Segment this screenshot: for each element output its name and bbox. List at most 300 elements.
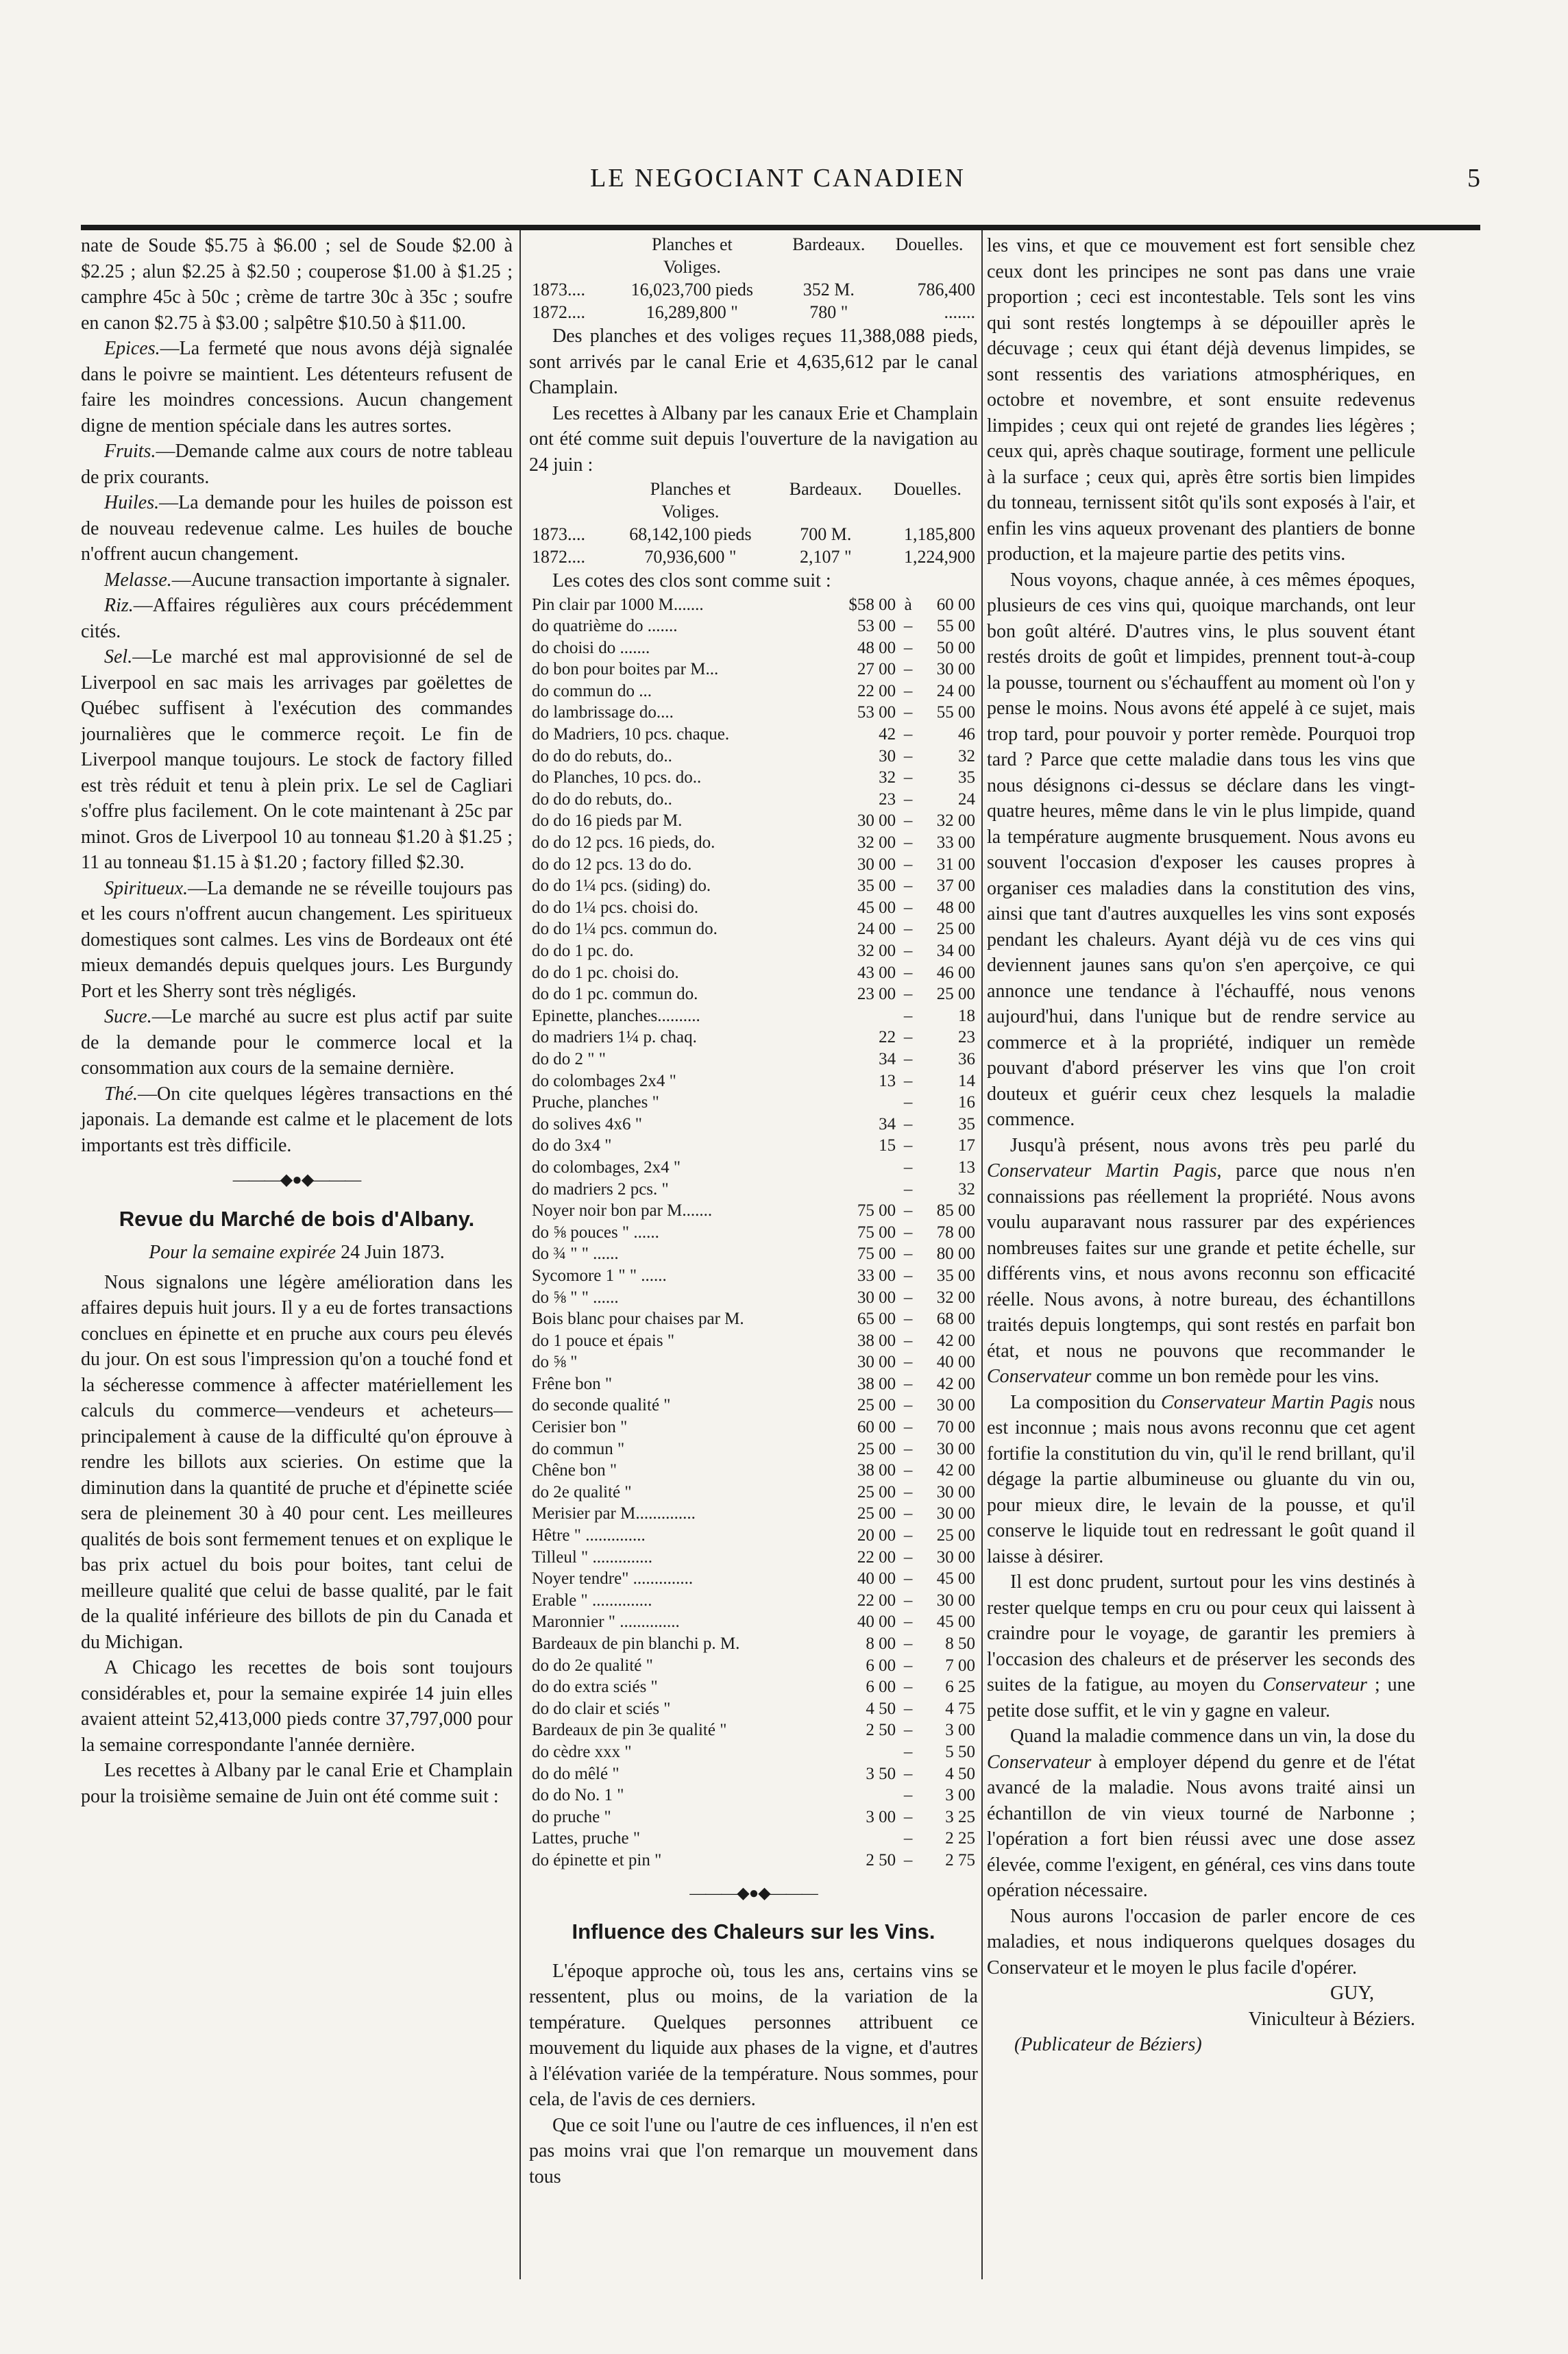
table-cell: 1,224,900 xyxy=(904,547,975,567)
table-header-cell: Voliges. xyxy=(661,502,720,522)
table-row xyxy=(529,1828,978,1850)
table-row xyxy=(529,1611,978,1633)
table-row xyxy=(529,1655,978,1677)
rubric-label: Fruits. xyxy=(104,441,156,462)
table-header-row xyxy=(529,478,978,500)
table-cell: 16 xyxy=(958,1093,975,1112)
table-row xyxy=(529,1568,978,1590)
table-cell: 32 00 xyxy=(857,833,896,853)
table-cell: 14 xyxy=(958,1071,975,1090)
table-cell: Sycomore 1 " " ...... xyxy=(532,1266,667,1285)
subtitle-italic: Pour la semaine expirée xyxy=(149,1242,336,1263)
table-cell: do do clair et sciés " xyxy=(532,1699,671,1718)
table-row xyxy=(529,1092,978,1114)
table-row xyxy=(529,1070,978,1092)
table-cell: – xyxy=(903,725,913,744)
table-cell: – xyxy=(903,1396,913,1415)
rubric-label: Sel. xyxy=(104,646,133,667)
table-cell: 27 00 xyxy=(857,660,896,679)
table-cell: – xyxy=(903,617,913,636)
table-cell: 13 xyxy=(879,1071,896,1090)
journal-title: LE NEGOCIANT CANADIEN xyxy=(590,164,966,193)
table-cell: – xyxy=(903,789,913,809)
table-cell: 23 xyxy=(958,1028,975,1047)
table-cell: 30 00 xyxy=(857,1353,896,1372)
table-cell: 33 00 xyxy=(857,1266,896,1285)
table-cell: 24 00 xyxy=(936,681,975,700)
table-cell: do choisi do ....... xyxy=(532,638,650,657)
ornament-divider: ———◆●◆——— xyxy=(689,1884,818,1902)
table-cell: – xyxy=(903,1613,913,1632)
table-cell: 35 00 xyxy=(857,876,896,896)
table-cell: 22 00 xyxy=(857,1547,896,1567)
table-cell: – xyxy=(903,768,913,787)
paragraph-riz xyxy=(81,593,513,644)
table-cell: 16,023,700 pieds xyxy=(630,280,754,299)
table-cell: 30 00 xyxy=(936,1396,975,1415)
table-cell: 40 00 xyxy=(936,1353,975,1372)
table-cell: 34 00 xyxy=(936,942,975,960)
table-cell: do do 2e qualité " xyxy=(532,1656,653,1675)
table-cell: Noyer noir bon par M....... xyxy=(532,1201,713,1221)
paragraph xyxy=(987,1569,1415,1724)
table-cell: 8 50 xyxy=(945,1634,975,1653)
text-run: La composition du xyxy=(1010,1391,1156,1413)
table-row xyxy=(529,1785,978,1806)
table-row xyxy=(529,1503,978,1525)
table-cell: do do do rebuts, do.. xyxy=(532,789,672,809)
signature-publication: (Publicateur de Béziers) xyxy=(1014,2034,1202,2055)
table-row xyxy=(529,1200,978,1222)
table-row xyxy=(529,1460,978,1482)
table-cell: do do 1 pc. do. xyxy=(532,942,634,960)
table-cell: – xyxy=(903,681,913,700)
table-cell: – xyxy=(903,1591,913,1610)
table-cell: – xyxy=(903,1310,913,1329)
table-cell: do madriers 1¼ p. chaq. xyxy=(532,1028,697,1047)
table-cell: do do 12 pcs. 16 pieds, do. xyxy=(532,833,715,853)
table-cell: Noyer tendre" .............. xyxy=(532,1569,694,1589)
table-cell: 80 00 xyxy=(936,1245,975,1264)
table-cell: Bois blanc pour chaises par M. xyxy=(532,1310,744,1329)
table-cell: – xyxy=(903,1742,913,1761)
table-row xyxy=(529,1243,978,1265)
paragraph: Les recettes à Albany par le canal Erie et Champlain pour la troisième semaine de Juin ont été comme suit : xyxy=(81,1760,513,1807)
text-run: à employer dépend du genre et de l'état avancé de la maladie. Nous avons traité ainsi un échantillon de vin vieux tourné de Narbonne ; l'opération a fort bien réussi avec une dose assez élevée, comme l'exigent, en général, ces vins dans toute opération nécessaire. xyxy=(987,1751,1415,1901)
table-cell: 75 00 xyxy=(857,1223,896,1242)
table-cell: – xyxy=(903,1526,913,1545)
table-row xyxy=(529,1395,978,1417)
table-cell: do do 1¼ pcs. commun do. xyxy=(532,920,718,939)
table-cell: do colombages, 2x4 " xyxy=(532,1157,681,1177)
table-cell: 65 00 xyxy=(857,1310,896,1329)
table-cell: Chêne bon " xyxy=(532,1461,617,1480)
table-cell: à xyxy=(904,595,912,614)
column-divider xyxy=(519,230,521,2279)
table-cell: – xyxy=(903,1569,913,1589)
paragraph: L'époque approche où, tous les ans, certains vins se ressentent, plus ou moins, de la variation de la température. Quelques personnes attribuent ce mouvement du liquide aux phases de la vigne, et d'autres à l'élévation variée de la température. Nous sommes, pour cela, de l'avis de ces derniers. xyxy=(529,1960,978,2111)
text-run-italic: Conservateur xyxy=(987,1751,1092,1773)
table-cell: – xyxy=(903,1439,913,1458)
column-1 xyxy=(81,233,513,1809)
text-run-italic: Conservateur xyxy=(1262,1674,1367,1695)
rubric-text: —Affaires régulières aux cours précédemment cités. xyxy=(81,595,513,642)
section-subtitle xyxy=(81,1240,513,1266)
table-row xyxy=(529,1590,978,1612)
table-cell: 25 00 xyxy=(857,1396,896,1415)
table-cell: 34 xyxy=(879,1114,896,1133)
table-row xyxy=(529,962,978,984)
header-rule xyxy=(81,225,1480,230)
table-cell: Tilleul " .............. xyxy=(532,1547,652,1567)
table-row xyxy=(529,1547,978,1569)
table-header-cell: Voliges. xyxy=(663,257,721,277)
table-cell: 4 75 xyxy=(945,1699,975,1718)
table-row xyxy=(529,1222,978,1244)
table-cell: 68,142,100 pieds xyxy=(629,524,752,544)
paragraph-the xyxy=(81,1081,513,1159)
table-cell: – xyxy=(903,1266,913,1285)
table-cell: 31 00 xyxy=(936,855,975,874)
table-cell: do seconde qualité " xyxy=(532,1396,671,1415)
table-cell: – xyxy=(903,1547,913,1567)
paragraph-spiritueux xyxy=(81,876,513,1005)
table-cell: 786,400 xyxy=(917,280,975,299)
table-cell: 3 00 xyxy=(945,1786,975,1805)
table-cell: Epinette, planches.......... xyxy=(532,1006,700,1025)
table-cell: Cerisier bon " xyxy=(532,1418,628,1437)
rubric-label: Huiles. xyxy=(104,492,160,513)
table-row xyxy=(529,767,978,789)
receipts-table-season xyxy=(529,478,978,568)
section-title: Revue du Marché de bois d'Albany. xyxy=(119,1206,475,1231)
table-cell: 40 00 xyxy=(857,1569,896,1589)
column-3 xyxy=(987,233,1415,2058)
table-row xyxy=(529,545,978,568)
paragraph-sel xyxy=(81,644,513,876)
table-row xyxy=(529,1027,978,1049)
table-row xyxy=(529,746,978,768)
table-cell: 30 xyxy=(879,746,896,765)
table-cell: 6 25 xyxy=(945,1678,975,1697)
table-cell: do pruche " xyxy=(532,1807,611,1826)
table-cell: do épinette et pin " xyxy=(532,1850,662,1869)
table-cell: do ⅝ " " ...... xyxy=(532,1288,619,1307)
table-cell: 16,289,800 " xyxy=(646,302,738,322)
table-row xyxy=(529,983,978,1005)
table-row xyxy=(529,1351,978,1373)
table-cell: do cèdre xxx " xyxy=(532,1742,632,1761)
table-cell: 40 00 xyxy=(857,1613,896,1632)
table-cell: – xyxy=(903,1288,913,1307)
subtitle-date: 24 Juin 1873. xyxy=(341,1242,445,1263)
rubric-label: Riz. xyxy=(104,595,134,616)
table-cell: do do extra sciés " xyxy=(532,1678,658,1697)
table-row xyxy=(529,1806,978,1828)
table-cell: 2 50 xyxy=(866,1721,896,1740)
table-cell: 7 00 xyxy=(945,1656,975,1675)
table-cell xyxy=(826,1741,898,1763)
text-run-italic: Conservateur xyxy=(987,1366,1092,1387)
paragraph: Nous voyons, chaque année, à ces mêmes époques, plusieurs de ces vins qui, quoique marchands, ont leur bon goût altéré. D'autres vins, le plus souvent étant restés droits de goût et limpides, prennent tout-à-coup la pousse, tournent ou s'échauffent au moment où l'on y pense le moins. Nous avons été appelé à ce sujet, mais trop tard, pour pouvoir y porter remède. Pourquoi trop tard ? Parce que cette maladie dans tous les vins que nous désignons ci-dessus se déclare dans les vingt-quatre heures, même dans le vin le plus limpide, quand la température augmente brusquement. Nous avons eu souvent l'occasion d'exposer les causes propres à organiser ces maladies dans la constitution des vins, ainsi que tant d'autres auxquelles les vins sont exposés pendant les chaleurs. Ayant déjà vu de ces vins qui deviennent jaunes sans qu'on s'en aperçoive, ce qui annonce une tendance à l'échauffé, nous venons aujourd'hui, dans l'unique but de rendre service au commerce et à la propriété, indiquer un remède pouvant d'abord préserver les vins que l'on croit douteux et guérir ceux chez lesquels la maladie commence. xyxy=(987,569,1415,1130)
table-row xyxy=(529,1049,978,1070)
table-cell: do commun do ... xyxy=(532,681,652,700)
table-body xyxy=(529,523,978,568)
table-cell: 30 00 xyxy=(857,855,896,874)
table-cell: – xyxy=(903,1028,913,1047)
table-cell: 24 00 xyxy=(857,920,896,939)
table-cell: 38 00 xyxy=(857,1374,896,1393)
table-cell: do do 1¼ pcs. choisi do. xyxy=(532,898,699,917)
table-header-cell: Planches et xyxy=(650,479,731,499)
table-cell xyxy=(826,1005,898,1027)
table-cell: do do 2 " " xyxy=(532,1049,606,1068)
table-row xyxy=(529,918,978,940)
table-cell: 68 00 xyxy=(936,1310,975,1329)
table-header-row xyxy=(529,256,978,278)
table-cell: – xyxy=(903,898,913,917)
table-row xyxy=(529,724,978,746)
table-cell: – xyxy=(903,1223,913,1242)
table-cell: 46 xyxy=(958,725,975,744)
paragraph-huiles xyxy=(81,490,513,567)
table-cell xyxy=(826,1157,898,1179)
table-cell: do do 16 pieds par M. xyxy=(532,811,683,831)
table-cell: 55 00 xyxy=(936,703,975,722)
table-cell: Bardeaux de pin 3e qualité " xyxy=(532,1721,727,1740)
table-cell: 4 50 xyxy=(945,1764,975,1783)
table-cell: do Planches, 10 pcs. do.. xyxy=(532,768,702,787)
paragraph-melasse xyxy=(81,567,513,593)
table-cell: 42 00 xyxy=(936,1461,975,1480)
table-cell: – xyxy=(903,1461,913,1480)
table-cell: – xyxy=(903,1678,913,1697)
table-row xyxy=(529,523,978,545)
table-cell xyxy=(826,1785,898,1806)
page-header xyxy=(75,163,1480,204)
table-row xyxy=(529,875,978,897)
text-run: Quand la maladie commence dans un vin, la dose du xyxy=(1010,1726,1415,1747)
text-run: Il est donc prudent, surtout pour les vins destinés à rester quelque temps en cru ou pour ceux qui laissent à craindre pour le voyage, de garantir les premiers à l'occasion des chaleurs et de préserver les seconds des suites de la fatigue, au moyen du xyxy=(987,1571,1415,1695)
table-cell: 8 00 xyxy=(866,1634,896,1653)
table-cell: 32 00 xyxy=(936,1288,975,1307)
table-cell: do 1 pouce et épais " xyxy=(532,1331,675,1350)
table-cell: 30 00 xyxy=(936,1504,975,1523)
table-cell: do Madriers, 10 pcs. chaque. xyxy=(532,725,730,744)
table-cell: – xyxy=(903,1656,913,1675)
rubric-text: —Demande calme aux cours de notre tableau de prix courants. xyxy=(81,441,513,488)
table-cell: Frêne bon " xyxy=(532,1374,613,1393)
table-cell: 5 50 xyxy=(945,1742,975,1761)
table-cell: 23 00 xyxy=(857,985,896,1004)
table-cell: 2 50 xyxy=(866,1850,896,1869)
paragraph: Nous aurons l'occasion de parler encore de ces maladies, et nous indiquerons quelques dosages du Conservateur et le moyen le plus facile d'opérer. xyxy=(987,1905,1415,1978)
text-run-italic: Conservateur Martin Pagis xyxy=(1161,1391,1374,1413)
table-cell: – xyxy=(903,1764,913,1783)
table-row xyxy=(529,1373,978,1395)
table-cell: – xyxy=(903,1245,913,1264)
table-cell: – xyxy=(903,1699,913,1718)
table-row xyxy=(529,940,978,962)
table-cell: 32 00 xyxy=(936,811,975,831)
table-cell: do ⅝ pouces " ...... xyxy=(532,1223,659,1242)
table-row xyxy=(529,1763,978,1785)
table-cell: 38 00 xyxy=(857,1461,896,1480)
table-cell: 42 xyxy=(879,725,896,744)
table-cell: – xyxy=(903,963,913,982)
table-cell: 2,107 " xyxy=(800,547,852,567)
table-cell: 25 00 xyxy=(857,1439,896,1458)
rubric-text: —Le marché au sucre est plus actif par suite de la demande pour le commerce local et la consommation aux cours de la semaine dernière. xyxy=(81,1006,513,1079)
table-cell: 22 00 xyxy=(857,681,896,700)
table-cell: – xyxy=(903,746,913,765)
table-cell: 70,936,600 " xyxy=(644,547,737,567)
table-cell: Pruche, planches " xyxy=(532,1093,659,1112)
table-cell: 3 00 xyxy=(866,1807,896,1826)
paragraph: Que ce soit l'une ou l'autre de ces influences, il n'en est pas moins vrai que l'on remarque un mouvement dans tous xyxy=(529,2114,978,2187)
table-row xyxy=(529,1438,978,1460)
table-cell: 32 xyxy=(958,746,975,765)
table-cell: do ¾ " " ...... xyxy=(532,1245,619,1264)
table-cell: 1873.... xyxy=(532,524,585,544)
table-cell: 30 00 xyxy=(936,1547,975,1567)
table-cell: 30 00 xyxy=(936,1439,975,1458)
rubric-text: —Aucune transaction importante à signaler. xyxy=(171,569,511,591)
table-cell: Merisier par M.............. xyxy=(532,1504,696,1523)
table-cell: 22 xyxy=(879,1028,896,1047)
table-row xyxy=(529,897,978,919)
table-row xyxy=(529,1676,978,1698)
table-cell: 75 00 xyxy=(857,1201,896,1221)
table-row xyxy=(529,789,978,811)
table-cell: 78 00 xyxy=(936,1223,975,1242)
table-cell: – xyxy=(903,811,913,831)
table-header-cell: Douelles. xyxy=(895,234,964,254)
table-row xyxy=(529,594,978,616)
table-cell: – xyxy=(903,1071,913,1090)
table-cell: 30 00 xyxy=(936,660,975,679)
table-cell: 6 00 xyxy=(866,1656,896,1675)
table-cell: 25 00 xyxy=(857,1482,896,1501)
table-cell: do do 3x4 " xyxy=(532,1136,612,1155)
table-cell: – xyxy=(903,1179,913,1199)
table-header-row xyxy=(529,233,978,256)
text-run: Jusqu'à présent, nous avons très peu parlé du xyxy=(1010,1134,1415,1156)
table-cell: Erable " .............. xyxy=(532,1591,652,1610)
table-cell: Maronnier " .............. xyxy=(532,1613,680,1632)
table-body xyxy=(529,594,978,1872)
text-run: , parce que nous n'en connaissions pas réellement la propriété. Nous avons voulu auparavant nous rassurer par des expériences nombreuses faites sur une grande et petite échelle, sur différents vins, et nous avons reconnu son efficacité réelle. Nous avons, à notre bureau, des échantillons traités depuis longtemps, qui sont restés en parfait bon état, et nous ne pouvons que recommander le xyxy=(987,1160,1415,1362)
table-cell: – xyxy=(903,1482,913,1501)
table-cell: do bon pour boites par M... xyxy=(532,660,719,679)
text-run: ; une petite dose suffit, et le vin y gagne en valeur. xyxy=(987,1674,1415,1721)
table-row xyxy=(529,1265,978,1287)
table-cell: 50 00 xyxy=(936,638,975,657)
table-cell: 37 00 xyxy=(936,876,975,896)
ornament-divider: ———◆●◆——— xyxy=(232,1171,361,1189)
table-cell xyxy=(826,1179,898,1201)
table-cell: do quatrième do ....... xyxy=(532,617,678,636)
table-cell: 42 00 xyxy=(936,1331,975,1350)
table-cell: 35 00 xyxy=(936,1266,975,1285)
table-cell: 22 00 xyxy=(857,1591,896,1610)
table-header-cell: Bardeaux. xyxy=(789,479,862,499)
table-cell: 48 00 xyxy=(936,898,975,917)
table-row xyxy=(529,832,978,854)
table-row xyxy=(529,659,978,681)
table-cell: 3 50 xyxy=(866,1764,896,1783)
table-cell: 53 00 xyxy=(857,617,896,636)
table-cell: 34 xyxy=(879,1049,896,1068)
table-cell: 55 00 xyxy=(936,617,975,636)
table-cell: 75 00 xyxy=(857,1245,896,1264)
column-divider xyxy=(981,230,983,2279)
table-cell: do do 12 pcs. 13 do do. xyxy=(532,855,692,874)
paragraph-fruits xyxy=(81,439,513,490)
rubric-text: —La fermeté que nous avons déjà signalée dans le poivre se maintient. Les détenteurs refusent de faire les moindres concessions. Aucun changement digne de mention spéciale dans les autres sortes. xyxy=(81,338,513,437)
rubric-text: —On cite quelques légères transactions en thé japonais. La demande est calme et le placement de lots importants est très difficile. xyxy=(81,1083,513,1156)
table-row xyxy=(529,1287,978,1309)
table-cell: – xyxy=(903,1331,913,1350)
table-cell: 53 00 xyxy=(857,703,896,722)
table-cell: 352 M. xyxy=(803,280,855,299)
table-row xyxy=(529,810,978,832)
table-cell: do colombages 2x4 " xyxy=(532,1071,676,1090)
section-title: Influence des Chaleurs sur les Vins. xyxy=(572,1920,935,1944)
paragraph: nate de Soude $5.75 à $6.00 ; sel de Soude $2.00 à $2.25 ; alun $2.25 à $2.50 ; couperose $1.00 à $1.25 ; camphre 45c à 50c ; crème de tartre 30c à 35c ; soufre en canon $2.75 à $3.00 ; salpêtre $10.50 à $11.00. xyxy=(81,235,513,334)
table-row xyxy=(529,1525,978,1547)
paragraph: Les recettes à Albany par les canaux Erie et Champlain ont été comme suit depuis l'ouverture de la navigation au 24 juin : xyxy=(529,402,978,476)
table-cell: 780 " xyxy=(809,302,848,322)
table-cell: – xyxy=(903,985,913,1004)
table-cell: – xyxy=(903,1093,913,1112)
table-cell: 32 xyxy=(958,1179,975,1199)
table-cell: – xyxy=(903,1374,913,1393)
table-cell: 45 00 xyxy=(936,1569,975,1589)
table-cell: ....... xyxy=(944,302,975,322)
table-cell xyxy=(826,1828,898,1850)
table-cell: 13 xyxy=(958,1157,975,1177)
table-cell: 25 00 xyxy=(936,1526,975,1545)
table-header-cell: Douelles. xyxy=(893,479,961,499)
table-row xyxy=(529,1135,978,1157)
table-cell: – xyxy=(903,855,913,874)
table-cell: – xyxy=(903,1006,913,1025)
rubric-text: —La demande pour les huiles de poisson est de nouveau redevenue calme. Les huiles de bouche n'offrent aucun changement. xyxy=(81,492,513,565)
table-row xyxy=(529,1719,978,1741)
table-cell: 17 xyxy=(958,1136,975,1155)
table-row xyxy=(529,1179,978,1201)
table-cell: 23 xyxy=(879,789,896,809)
table-row xyxy=(529,278,978,301)
table-cell: 46 00 xyxy=(936,963,975,982)
table-cell: 35 xyxy=(958,1114,975,1133)
table-row xyxy=(529,1157,978,1179)
table-cell: 25 00 xyxy=(936,985,975,1004)
table-cell: – xyxy=(903,638,913,657)
table-header-row xyxy=(529,500,978,523)
table-cell: do do No. 1 " xyxy=(532,1786,624,1805)
table-cell: – xyxy=(903,1786,913,1805)
table-cell: do do do rebuts, do.. xyxy=(532,746,672,765)
paragraph xyxy=(987,1724,1415,1904)
table-cell: – xyxy=(903,833,913,853)
table-cell: 30 00 xyxy=(857,1288,896,1307)
table-cell: 43 00 xyxy=(857,963,896,982)
text-run-italic: Conservateur Martin Pagis xyxy=(987,1160,1217,1181)
table-cell xyxy=(826,1092,898,1114)
text-run: nous est inconnue ; mais nous avons reconnu que cet agent fortifie la constitution du vin, qu'il le rend brillant, qu'il dégage la partie albumineuse ou gluante du vin ou, pour mieux dire, le levain de la pousse, et qu'il conserve le liquide tout en redressant le goût quand il laisse à désirer. xyxy=(987,1391,1415,1567)
